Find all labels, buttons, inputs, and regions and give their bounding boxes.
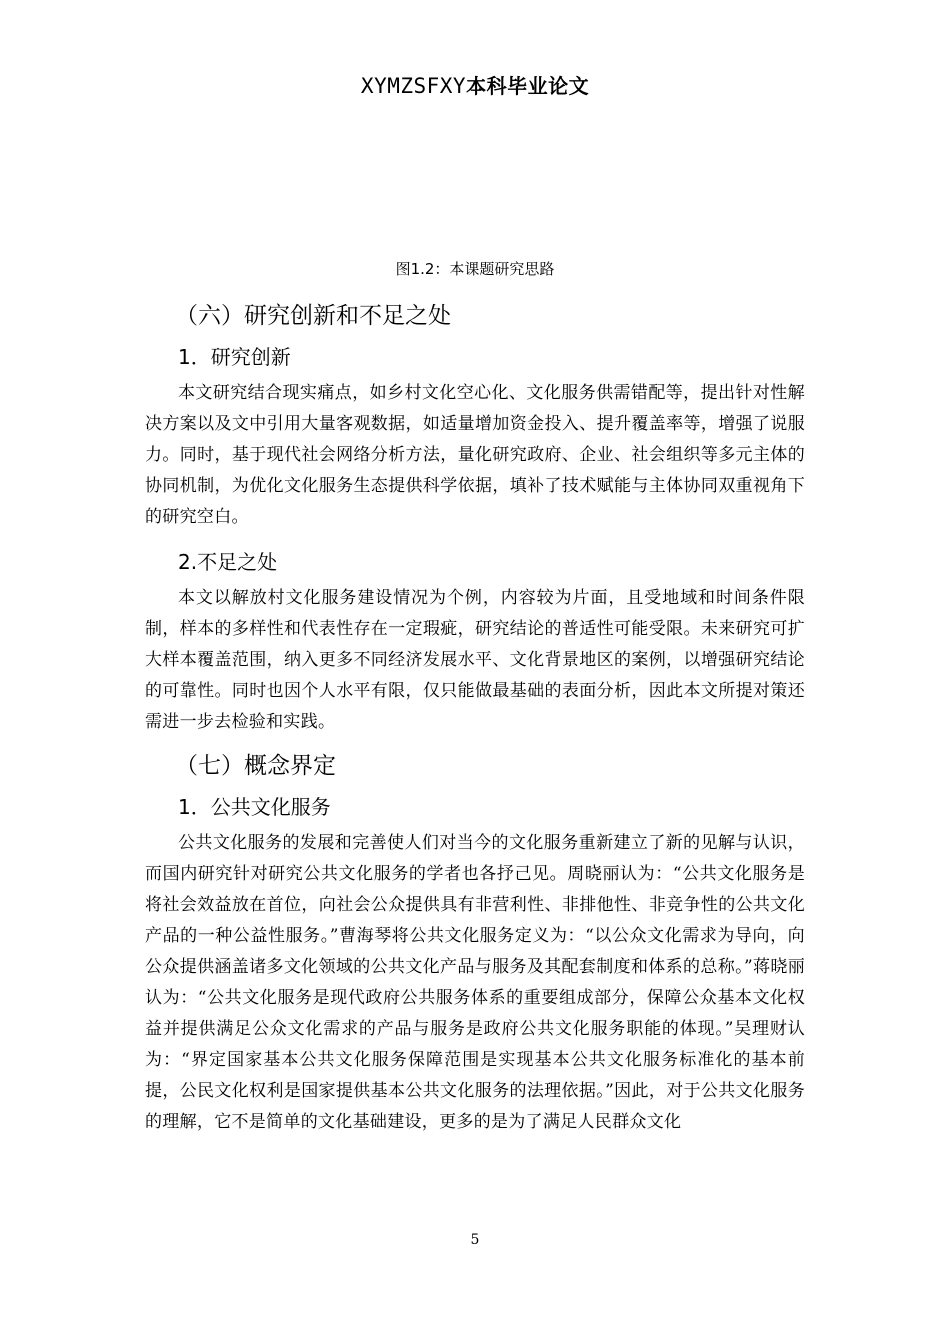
subsection-heading-innovation: 1．研究创新 [178,345,291,369]
paragraph-innovation: 本文研究结合现实痛点，如乡村文化空心化、文化服务供需错配等，提出针对性解决方案以及文中引用大量客观数据，如适量增加资金投入、提升覆盖率等，增强了说服力。同时，基于现代社会网络分析方法，量化研究政府、企业、社会组织等多元主体的协同机制，为优化文化服务生态提供科学依据，填补了技术赋能与主体协同双重视角下的研究空白。 [145,383,805,527]
page-header [0,70,950,99]
section-heading-innovation: （六）研究创新和不足之处 [175,303,451,329]
header-school-code: XYMZSFXY [360,74,467,98]
section-heading-concepts: （七）概念界定 [175,753,336,779]
page-number: 5 [470,1232,480,1248]
header-thesis-title: 本科毕业论文 [466,74,590,98]
subsection-heading-shortcomings: 2.不足之处 [178,550,278,574]
subsection-heading-public-culture: 1．公共文化服务 [178,795,331,819]
figure-caption: 图1.2：本课题研究思路 [395,260,555,278]
paragraph-public-culture: 公共文化服务的发展和完善使人们对当今的文化服务重新建立了新的见解与认识，而国内研究针对研究公共文化服务的学者也各抒己见。周晓丽认为：“公共文化服务是将社会效益放在首位，向社会公众提供具有非营利性、非排他性、非竞争性的公共文化产品的一种公益性服务。”曹海琴将公共文化服务定义为：“以公众文化需求为导向，向公众提供涵盖诸多文化领域的公共文化产品与服务及其配套制度和体系的总称。”蒋晓丽认为：“公共文化服务是现代政府公共服务体系的重要组成部分，保障公众基本文化权益并提供满足公众文化需求的产品与服务是政府公共文化服务职能的体现。”吴理财认为：“界定国家基本公共文化服务保障范围是实现基本公共文化服务标准化的基本前提，公民文化权利是国家提供基本公共文化服务的法理依据。”因此，对于公共文化服务的理解，它不是简单的文化基础建设，更多的是为了满足人民群众文化 [145,833,805,1132]
paragraph-shortcomings: 本文以解放村文化服务建设情况为个例，内容较为片面，且受地域和时间条件限制，样本的多样性和代表性存在一定瑕疵，研究结论的普适性可能受限。未来研究可扩大样本覆盖范围，纳入更多不同经济发展水平、文化背景地区的案例，以增强研究结论的可靠性。同时也因个人水平有限，仅只能做最基础的表面分析，因此本文所提对策还需进一步去检验和实践。 [145,588,805,732]
document-body [145,296,805,1138]
